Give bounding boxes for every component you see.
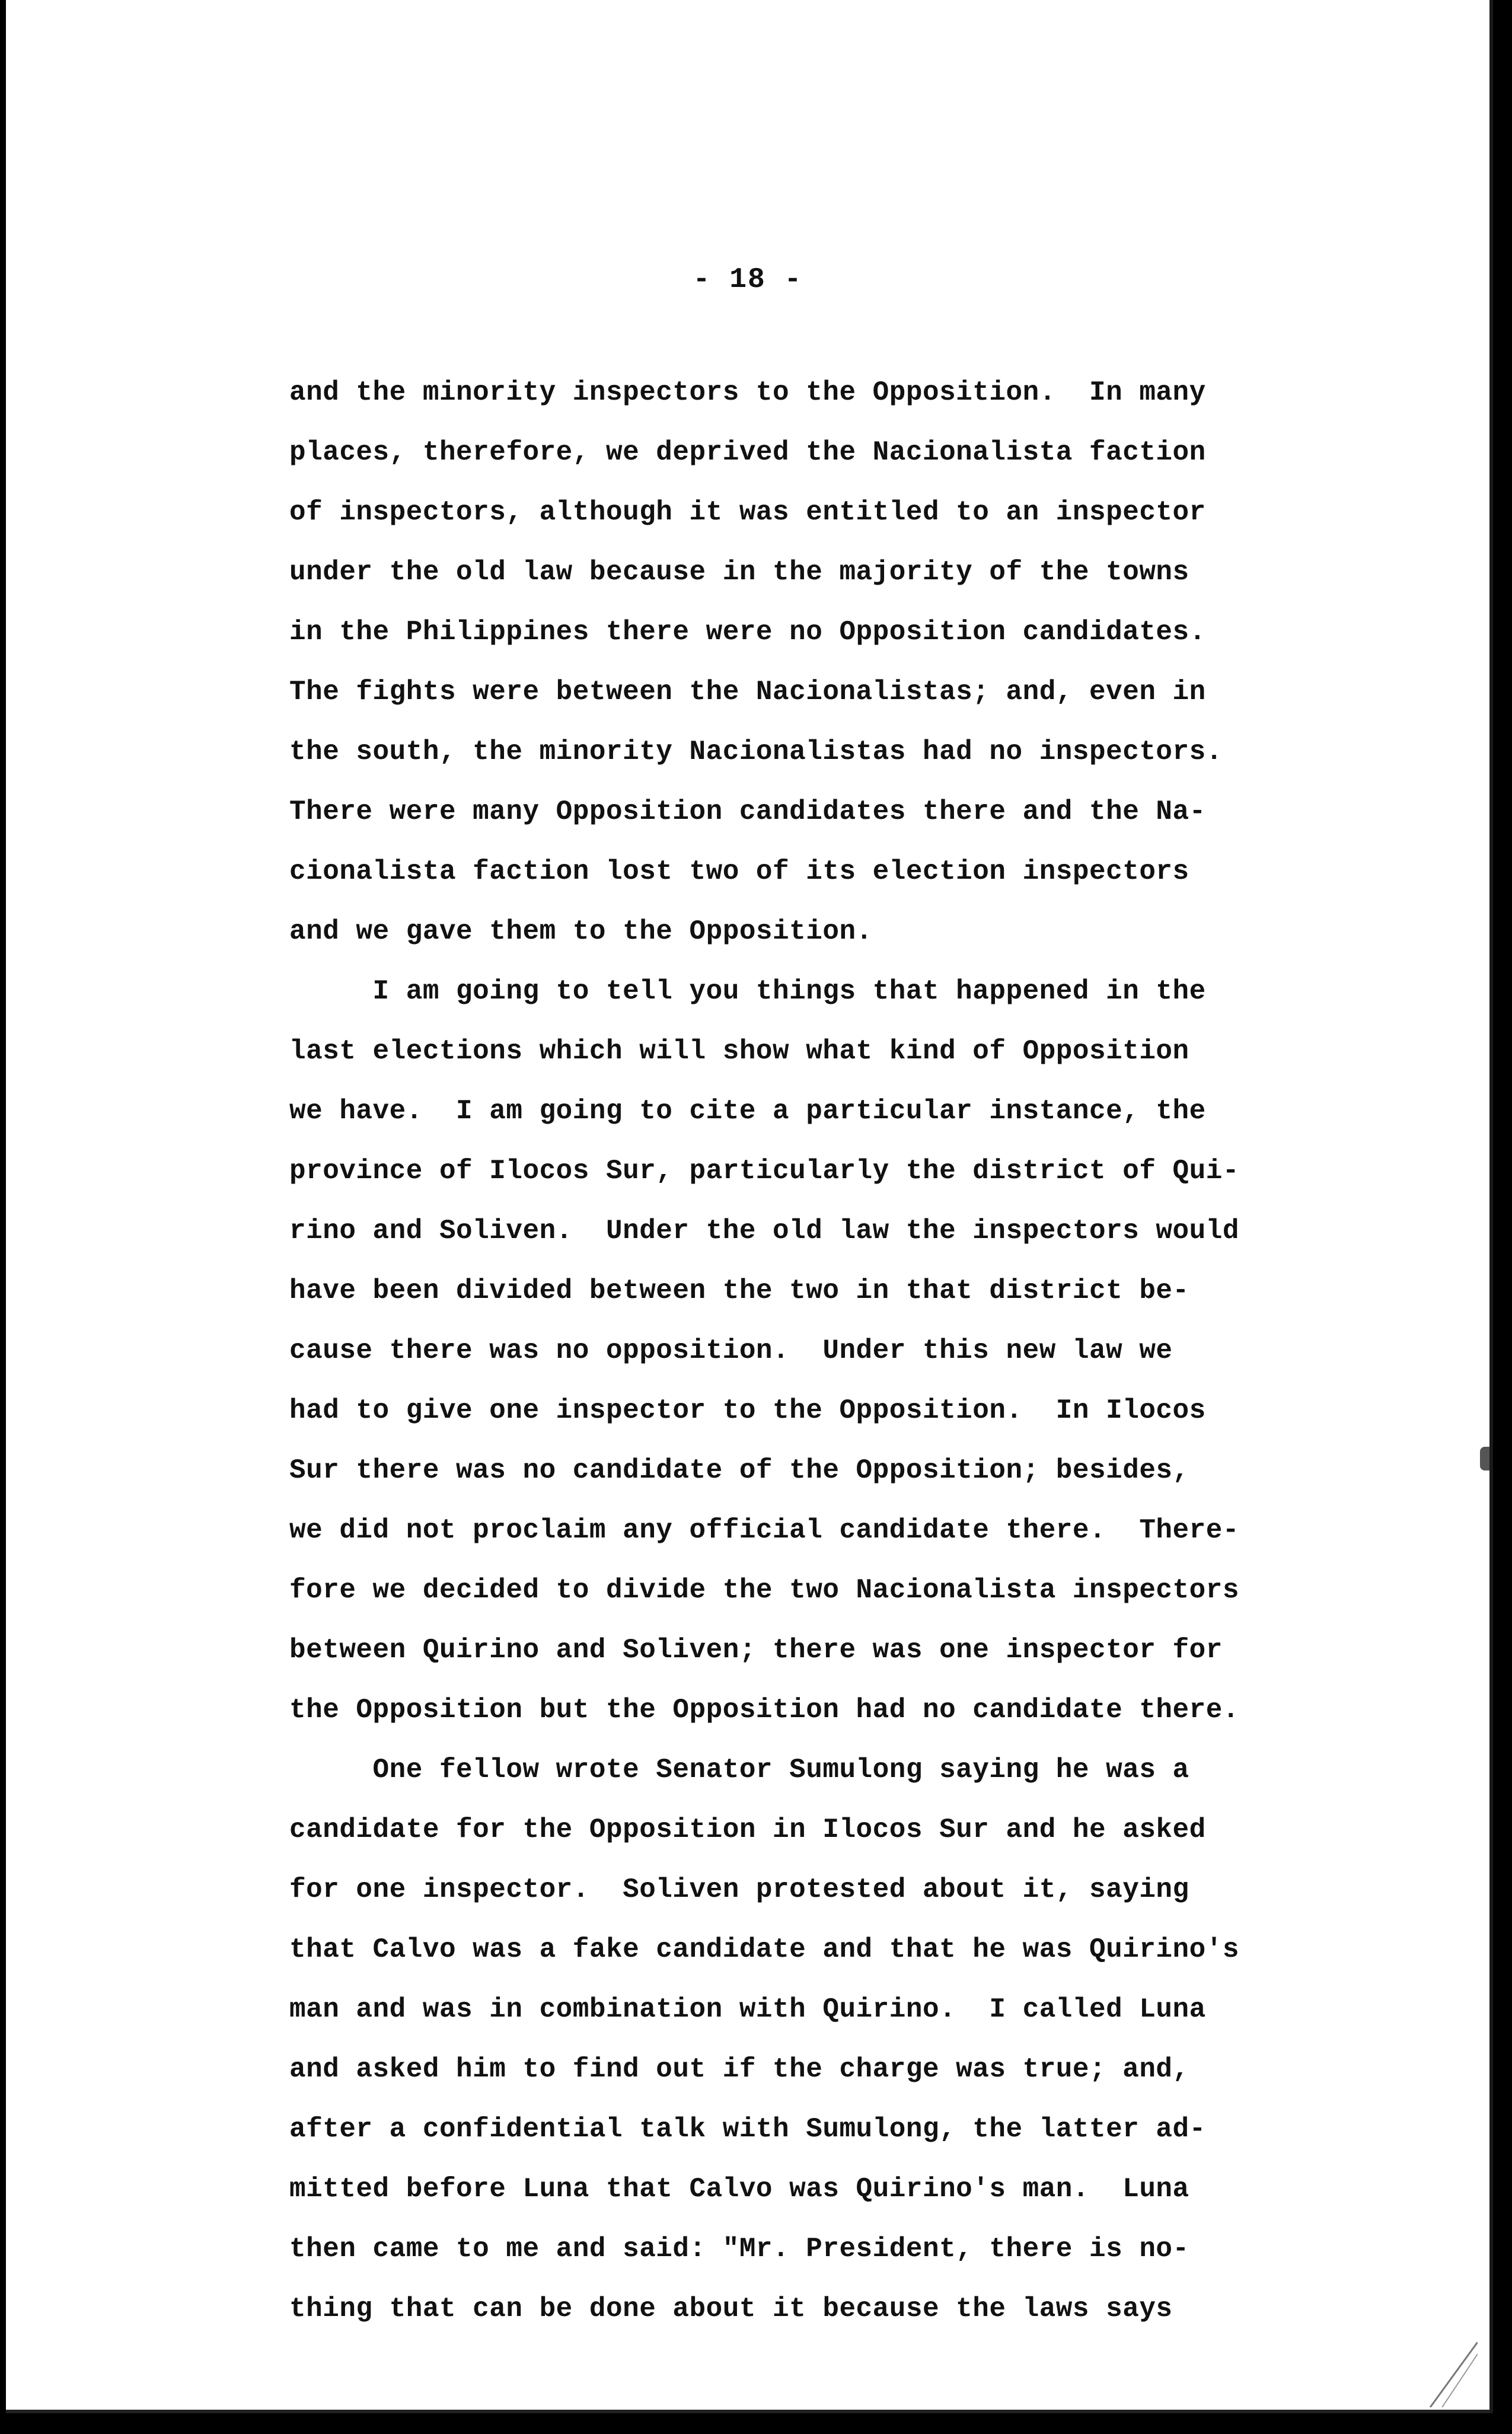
body-text xyxy=(289,363,1309,2339)
text-line: had to give one inspector to the Opposition. In Ilocos xyxy=(289,1395,1206,1426)
text-line: that Calvo was a fake candidate and that he was Quirino's xyxy=(289,1934,1239,1965)
text-line: the Opposition but the Opposition had no candidate there. xyxy=(289,1695,1239,1725)
text-line: cionalista faction lost two of its election inspectors xyxy=(289,856,1189,887)
text-line: cause there was no opposition. Under this new law we xyxy=(289,1335,1173,1366)
text-line: The fights were between the Nacionalistas; and, even in xyxy=(289,677,1206,707)
page-number: - 18 - xyxy=(693,264,803,296)
text-line: Sur there was no candidate of the Opposition; besides, xyxy=(289,1455,1189,1486)
text-line: we have. I am going to cite a particular instance, the xyxy=(289,1096,1206,1127)
text-line: I am going to tell you things that happened in the xyxy=(289,976,1206,1007)
text-line: and we gave them to the Opposition. xyxy=(289,916,873,947)
text-line: of inspectors, although it was entitled to an inspector xyxy=(289,497,1206,528)
page-corner-fold xyxy=(1406,2342,1478,2407)
text-line: One fellow wrote Senator Sumulong saying he was a xyxy=(289,1754,1189,1785)
text-line: in the Philippines there were no Opposition candidates. xyxy=(289,617,1206,647)
text-line: the south, the minority Nacionalistas had no inspectors. xyxy=(289,736,1223,767)
text-line: province of Ilocos Sur, particularly the district of Qui- xyxy=(289,1156,1239,1186)
text-line: places, therefore, we deprived the Nacionalista faction xyxy=(289,437,1206,468)
text-line: for one inspector. Soliven protested about it, saying xyxy=(289,1874,1189,1905)
text-line: have been divided between the two in that district be- xyxy=(289,1275,1189,1306)
text-line: under the old law because in the majority of the towns xyxy=(289,557,1189,588)
text-line: There were many Opposition candidates there and the Na- xyxy=(289,796,1206,827)
text-line: and the minority inspectors to the Opposition. In many xyxy=(289,377,1206,408)
page-bottom-edge xyxy=(6,2410,1489,2413)
document-page xyxy=(6,0,1493,2413)
text-line: candidate for the Opposition in Ilocos Sur and he asked xyxy=(289,1814,1206,1845)
text-line: last elections which will show what kind of Opposition xyxy=(289,1036,1189,1067)
text-line: and asked him to find out if the charge was true; and, xyxy=(289,2054,1189,2085)
text-line: fore we decided to divide the two Nacionalista inspectors xyxy=(289,1575,1239,1606)
text-line: thing that can be done about it because the laws says xyxy=(289,2293,1173,2324)
text-line: mitted before Luna that Calvo was Quirino's man. Luna xyxy=(289,2174,1189,2205)
text-line: between Quirino and Soliven; there was one inspector for xyxy=(289,1635,1223,1666)
text-line: rino and Soliven. Under the old law the inspectors would xyxy=(289,1216,1239,1246)
text-line: then came to me and said: "Mr. President, there is no- xyxy=(289,2234,1189,2264)
text-line: after a confidential talk with Sumulong, the latter ad- xyxy=(289,2114,1206,2145)
text-line: man and was in combination with Quirino. I called Luna xyxy=(289,1994,1206,2025)
text-line: we did not proclaim any official candidate there. There- xyxy=(289,1515,1239,1546)
scan-smudge xyxy=(1480,1447,1489,1470)
